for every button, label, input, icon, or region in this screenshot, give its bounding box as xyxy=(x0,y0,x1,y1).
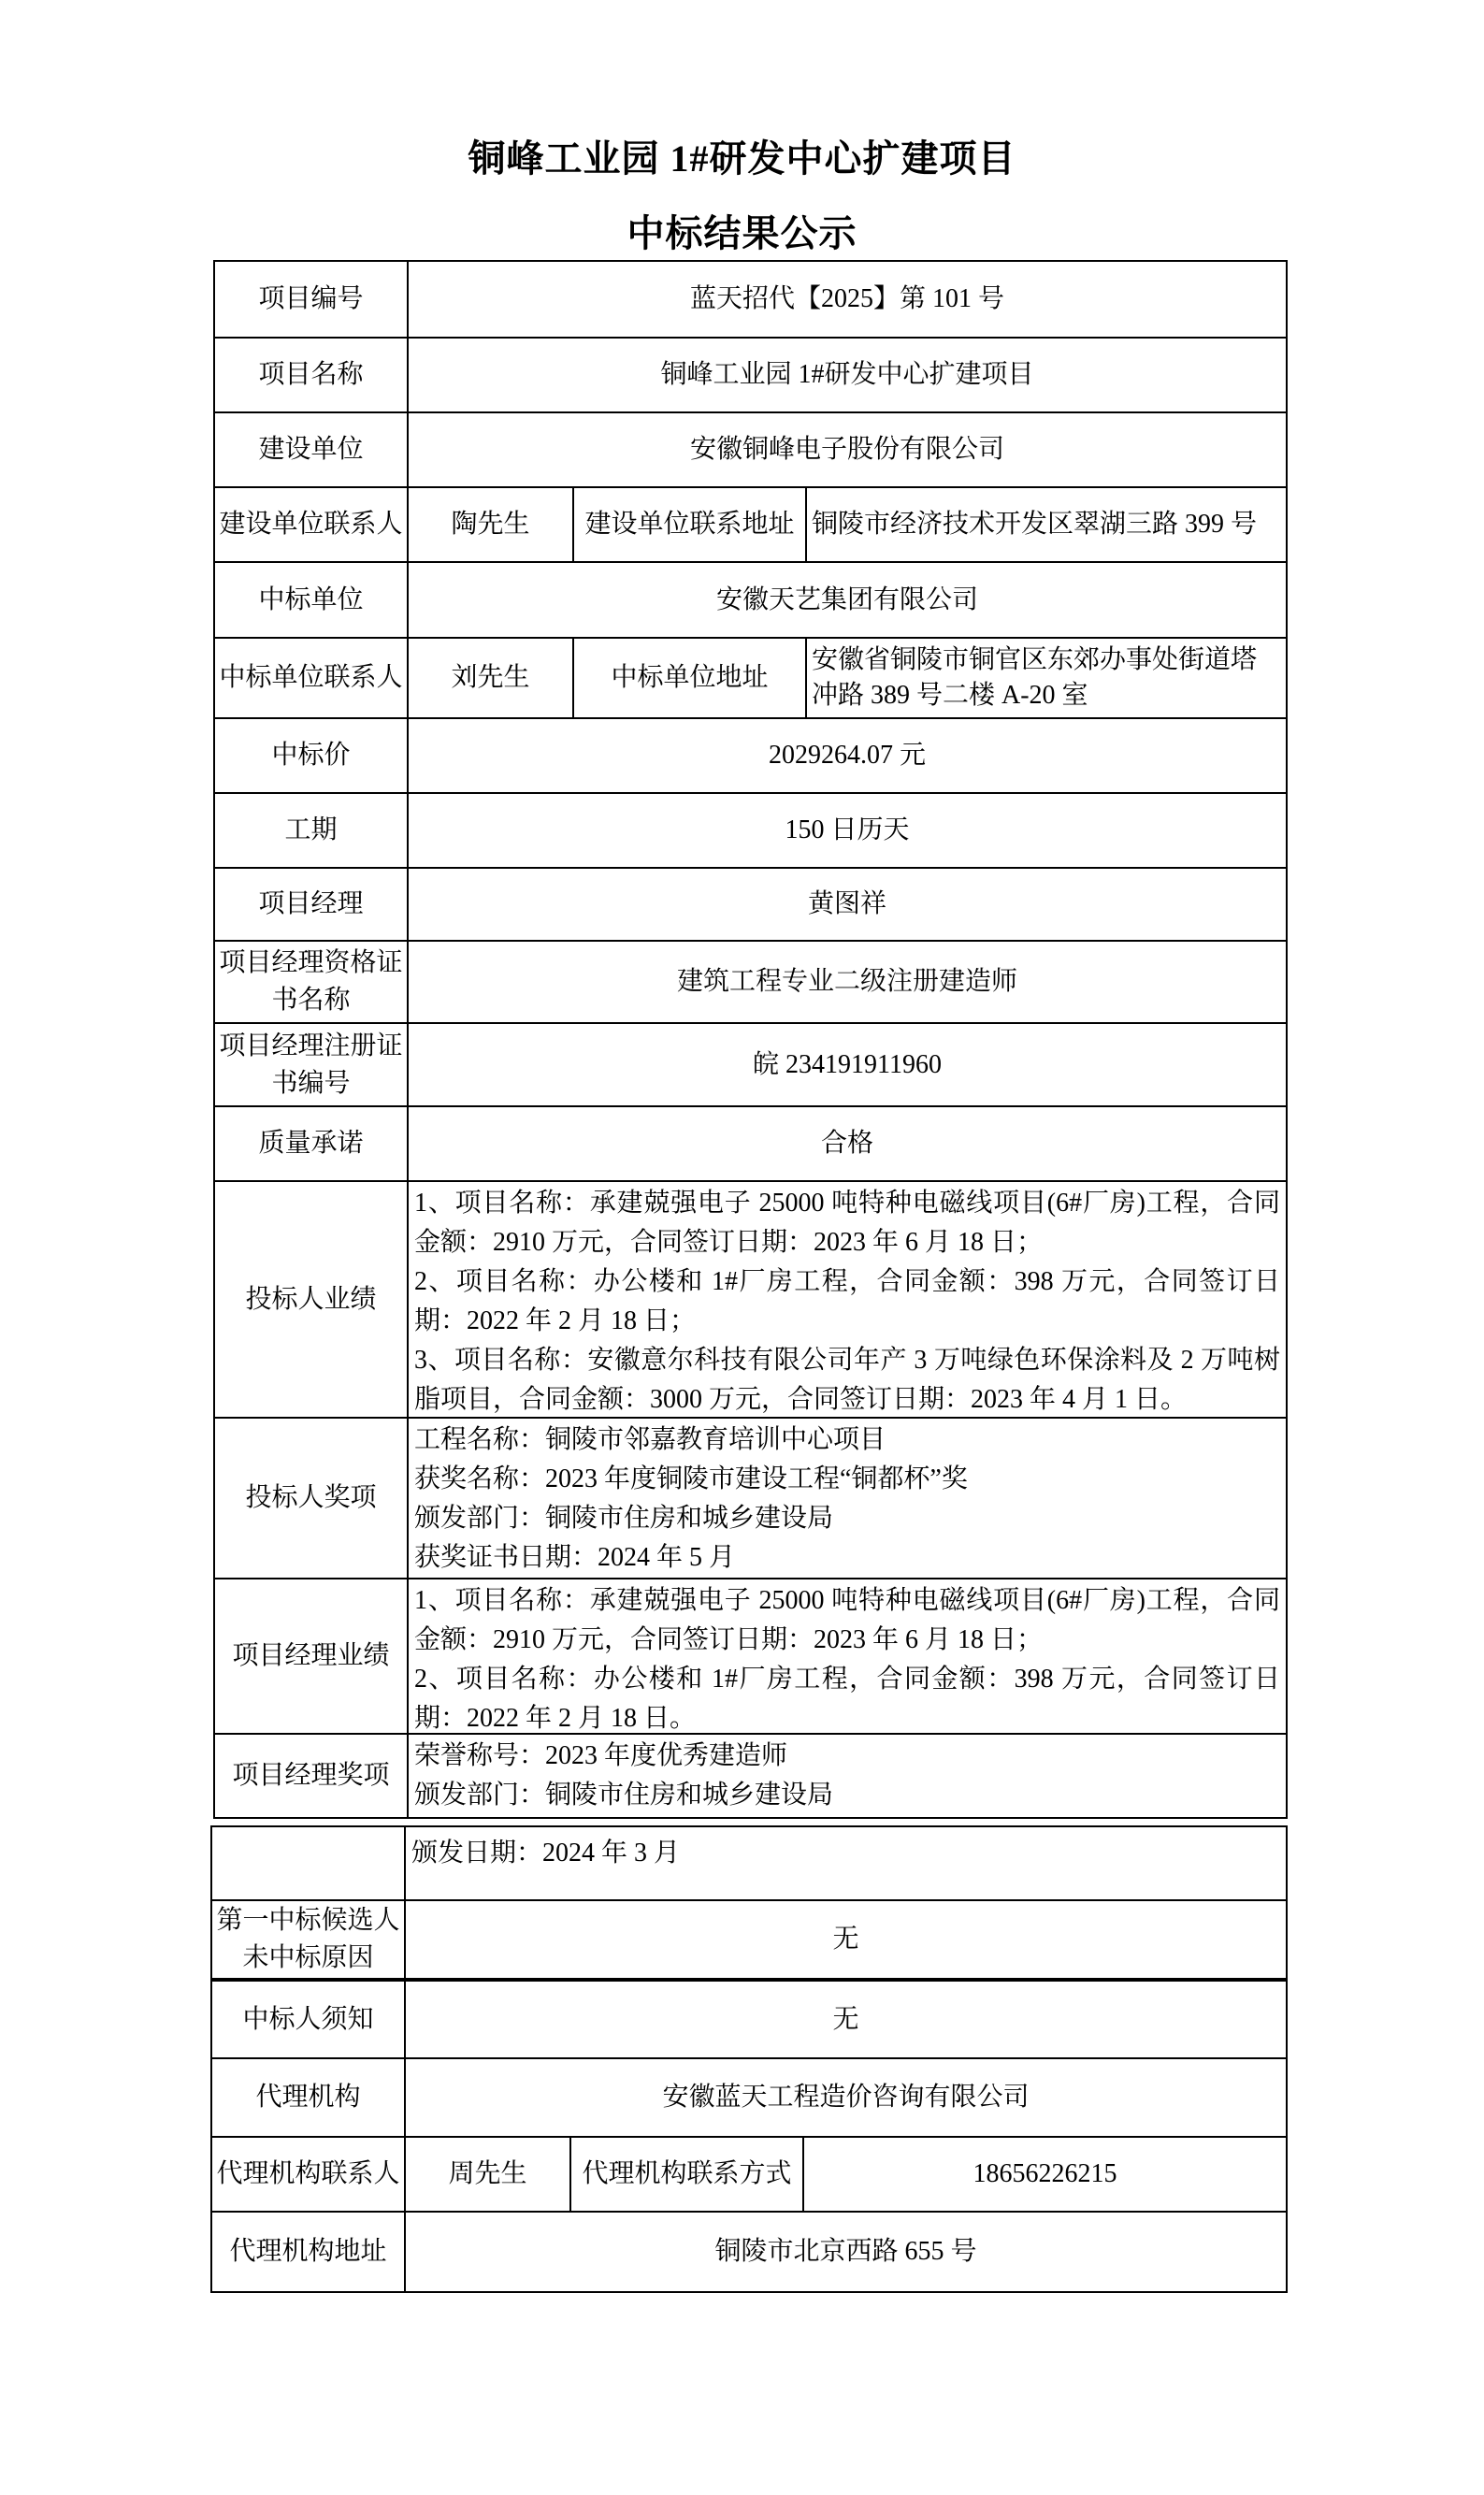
construction-address-value: 铜陵市经济技术开发区翠湖三路 399 号 xyxy=(812,510,1258,539)
winning-price-label: 中标价 xyxy=(215,719,409,792)
paragraph: 工程名称：铜陵市邻嘉教育培训中心项目 xyxy=(414,1425,886,1454)
duration-label: 工期 xyxy=(215,794,409,867)
row-manager-qualification xyxy=(215,942,1286,1024)
empty-label-cell xyxy=(212,1827,406,1899)
agency-address-value: 铜陵市北京西路 655 号 xyxy=(714,2237,977,2266)
construction-unit-label: 建设单位 xyxy=(215,413,409,486)
bidder-notice-label: 中标人须知 xyxy=(212,1982,406,2057)
bid-result-table-part2 xyxy=(210,1825,1288,2293)
paragraph: 颁发部门：铜陵市住房和城乡建设局 xyxy=(414,1504,834,1533)
manager-qualification-value: 建筑工程专业二级注册建造师 xyxy=(676,967,1017,996)
row-agency-address xyxy=(212,2213,1286,2293)
bidder-notice-value: 无 xyxy=(832,2004,859,2034)
quality-commitment-value: 合格 xyxy=(820,1129,873,1158)
manager-qualification-label: 项目经理资格证书名称 xyxy=(215,942,409,1022)
construction-contact-value: 陶先生 xyxy=(409,488,574,561)
manager-cert-number-label: 项目经理注册证书编号 xyxy=(215,1024,409,1105)
construction-unit-value: 安徽铜峰电子股份有限公司 xyxy=(689,435,1004,464)
paragraph: 2、项目名称：办公楼和 1#厂房工程，合同金额：398 万元，合同签订日期：2022 年 2 月 18 日； xyxy=(414,1267,1280,1335)
page-title: 铜峰工业园 1#研发中心扩建项目 xyxy=(468,137,1016,180)
row-first-candidate-reason xyxy=(212,1901,1286,1982)
bidder-performance-label: 投标人业绩 xyxy=(215,1182,409,1417)
project-manager-label: 项目经理 xyxy=(215,869,409,940)
project-manager-value: 黄图祥 xyxy=(807,889,886,918)
row-winning-bidder-contact xyxy=(215,639,1286,719)
paragraph: 1、项目名称：承建兢强电子 25000 吨特种电磁线项目(6#厂房)工程，合同金额：2910 万元，合同签订日期：2023 年 6 月 18 日； xyxy=(414,1586,1280,1654)
agency-phone-value: 18656226215 xyxy=(973,2159,1117,2188)
page-subtitle: 中标结果公示 xyxy=(627,212,857,254)
paragraph: 颁发部门：铜陵市住房和城乡建设局 xyxy=(414,1781,834,1810)
winning-bidder-label: 中标单位 xyxy=(215,563,409,637)
row-manager-cert-number xyxy=(215,1024,1286,1107)
paragraph: 获奖证书日期：2024 年 5 月 xyxy=(414,1543,736,1572)
manager-awards-continued-content xyxy=(406,1827,1286,1899)
paragraph: 3、项目名称：安徽意尔科技有限公司年产 3 万吨绿色环保涂料及 2 万吨树脂项目，合同金额：3000 万元，合同签订日期：2023 年 4 月 1 日。 xyxy=(414,1346,1280,1414)
row-bidder-notice xyxy=(212,1982,1286,2059)
row-project-name xyxy=(215,339,1286,413)
quality-commitment-label: 质量承诺 xyxy=(215,1107,409,1180)
paragraph: 获奖名称：2023 年度铜陵市建设工程“铜都杯”奖 xyxy=(414,1464,968,1493)
agency-value: 安徽蓝天工程造价咨询有限公司 xyxy=(662,2083,1030,2112)
project-name-label: 项目名称 xyxy=(215,339,409,411)
winning-price-value: 2029264.07 元 xyxy=(768,741,926,770)
row-project-number xyxy=(215,262,1286,339)
row-bidder-performance xyxy=(215,1182,1286,1419)
row-bidder-awards xyxy=(215,1419,1286,1579)
row-manager-awards-continued xyxy=(212,1827,1286,1901)
manager-performance-label: 项目经理业绩 xyxy=(215,1579,409,1733)
winning-bidder-value: 安徽天艺集团有限公司 xyxy=(715,584,978,614)
manager-awards-content xyxy=(409,1735,1286,1817)
project-number-label: 项目编号 xyxy=(215,262,409,337)
bid-result-table-part1 xyxy=(213,260,1288,1819)
row-manager-awards xyxy=(215,1735,1286,1819)
row-project-manager xyxy=(215,869,1286,942)
row-manager-performance xyxy=(215,1579,1286,1735)
row-winning-bidder xyxy=(215,563,1286,639)
paragraph: 颁发日期：2024 年 3 月 xyxy=(411,1839,681,1868)
row-winning-price xyxy=(215,719,1286,794)
construction-contact-label: 建设单位联系人 xyxy=(215,488,409,561)
agency-address-label: 代理机构地址 xyxy=(212,2213,406,2291)
row-agency-contact xyxy=(212,2138,1286,2213)
agency-contact-value: 周先生 xyxy=(406,2138,571,2211)
manager-cert-number-value: 皖 234191911960 xyxy=(753,1049,942,1079)
bidder-performance-content xyxy=(409,1182,1286,1417)
winning-address-label: 中标单位地址 xyxy=(574,639,807,717)
manager-awards-label: 项目经理奖项 xyxy=(215,1735,409,1817)
first-candidate-reason-value: 无 xyxy=(832,1925,859,1954)
agency-contact-label: 代理机构联系人 xyxy=(212,2138,406,2211)
row-construction-unit xyxy=(215,413,1286,488)
winning-contact-label: 中标单位联系人 xyxy=(215,639,409,717)
construction-address-label: 建设单位联系地址 xyxy=(574,488,807,561)
manager-performance-content xyxy=(409,1579,1286,1733)
row-agency xyxy=(212,2059,1286,2138)
winning-contact-value: 刘先生 xyxy=(409,639,574,717)
agency-label: 代理机构 xyxy=(212,2059,406,2136)
paragraph: 2、项目名称：办公楼和 1#厂房工程，合同金额：398 万元，合同签订日期：2022 年 2 月 18 日。 xyxy=(414,1665,1280,1733)
paragraph: 1、项目名称：承建兢强电子 25000 吨特种电磁线项目(6#厂房)工程，合同金额：2910 万元，合同签订日期：2023 年 6 月 18 日； xyxy=(414,1189,1280,1257)
project-number-value: 蓝天招代【2025】第 101 号 xyxy=(689,284,1004,313)
row-construction-unit-contact xyxy=(215,488,1286,563)
row-duration xyxy=(215,794,1286,869)
winning-address-value: 安徽省铜陵市铜官区东郊办事处街道塔冲路 389 号二楼 A-20 室 xyxy=(812,645,1258,710)
paragraph: 荣誉称号：2023 年度优秀建造师 xyxy=(414,1741,788,1770)
duration-value: 150 日历天 xyxy=(785,815,910,844)
agency-phone-label: 代理机构联系方式 xyxy=(571,2138,804,2211)
row-quality-commitment xyxy=(215,1107,1286,1182)
bidder-awards-label: 投标人奖项 xyxy=(215,1419,409,1578)
project-name-value: 铜峰工业园 1#研发中心扩建项目 xyxy=(660,360,1034,389)
first-candidate-reason-label: 第一中标候选人未中标原因 xyxy=(212,1901,406,1978)
bidder-awards-content xyxy=(409,1419,1286,1578)
